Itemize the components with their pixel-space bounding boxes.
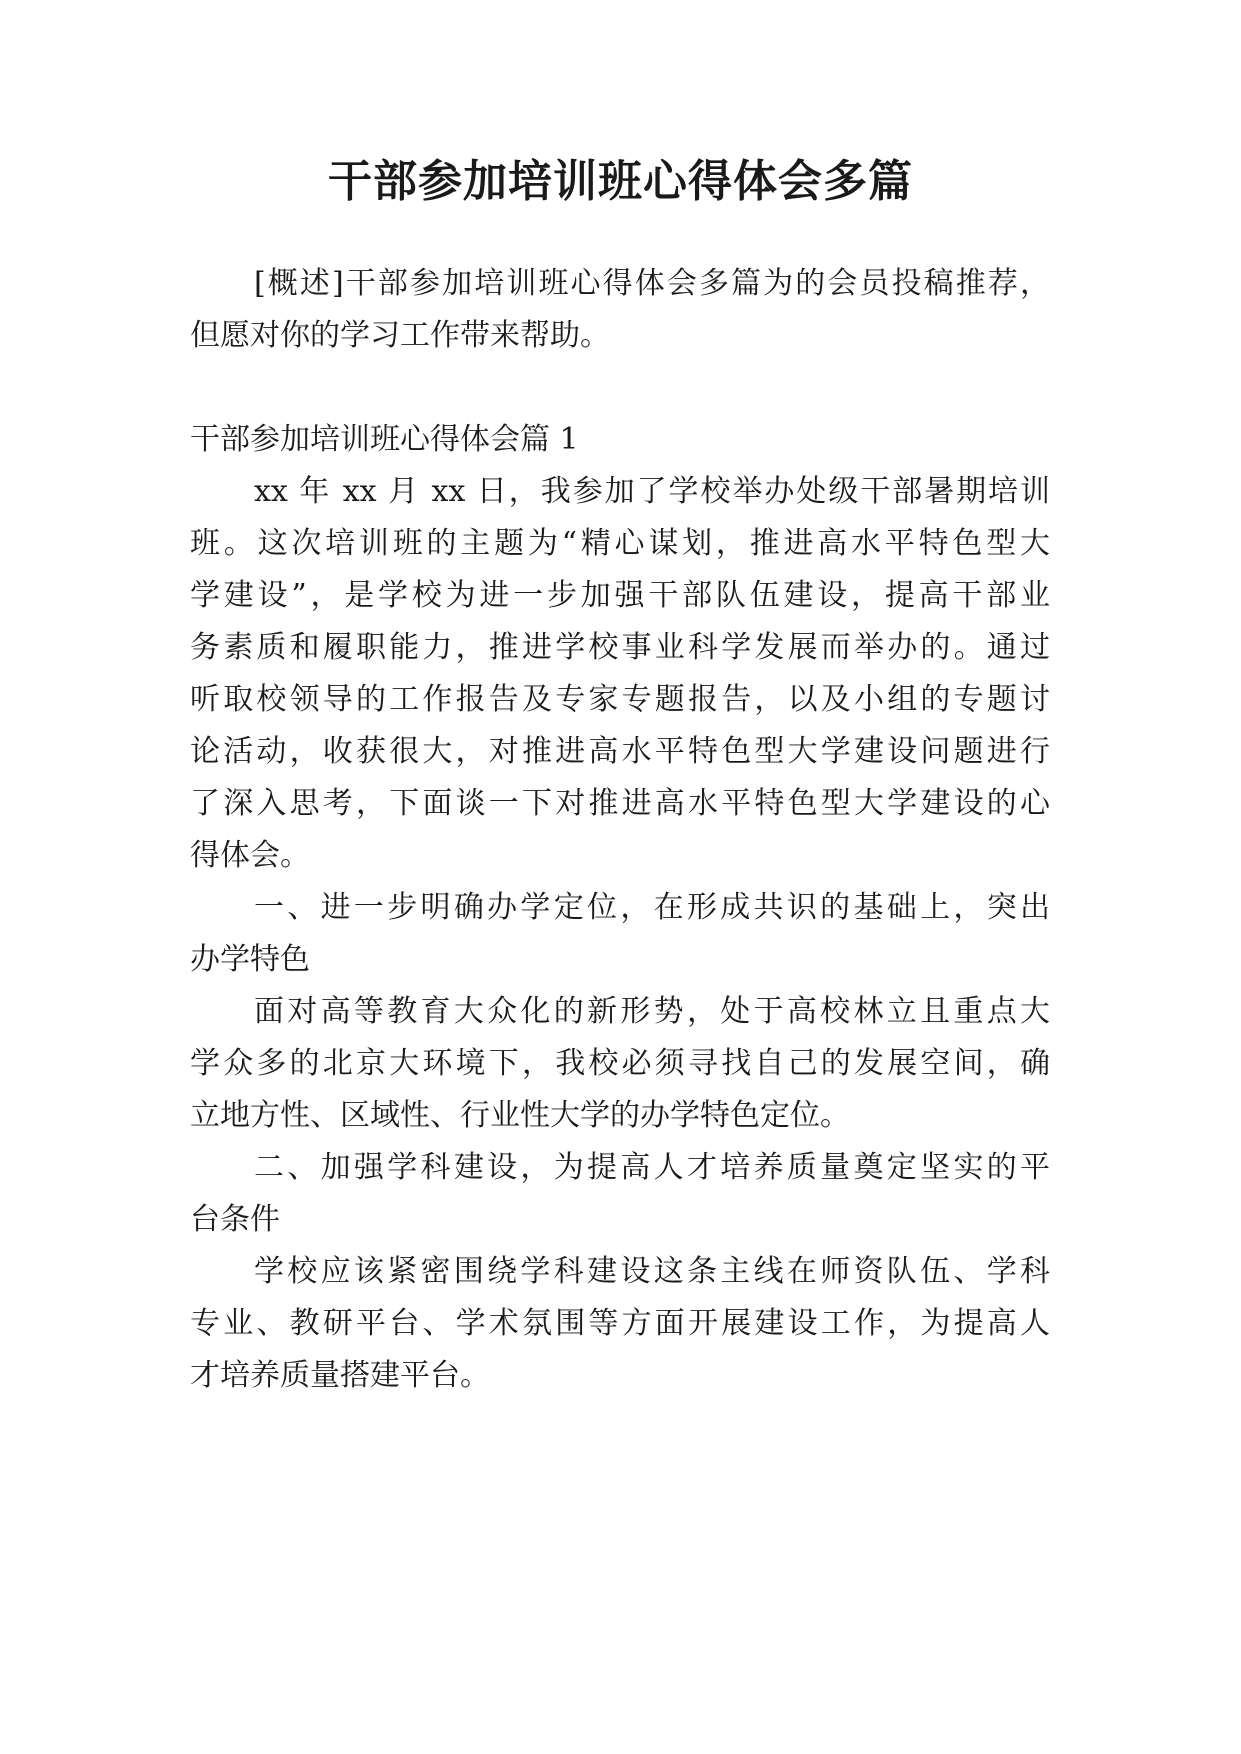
point-heading-line: 一、进一步明确办学定位，在形成共识的基础上，突出 xyxy=(254,890,1050,925)
paragraph-line: 论活动，收获很大，对推进高水平特色型大学建设问题进行 xyxy=(190,734,1050,769)
point-heading-line: 台条件 xyxy=(190,1202,280,1237)
paragraph-line: 务素质和履职能力，推进学校事业科学发展而举办的。通过 xyxy=(190,630,1050,665)
paragraph-line: 面对高等教育大众化的新形势，处于高校林立且重点大 xyxy=(254,994,1050,1029)
paragraph-line: 得体会。 xyxy=(190,838,310,873)
paragraph-line: 了深入思考，下面谈一下对推进高水平特色型大学建设的心 xyxy=(190,786,1050,821)
paragraph-line: 立地方性、区域性、行业性大学的办学特色定位。 xyxy=(190,1098,850,1133)
paragraph-line: 专业、教研平台、学术氛围等方面开展建设工作，为提高人 xyxy=(190,1306,1050,1341)
summary-line: [概述]干部参加培训班心得体会多篇为的会员投稿推荐， xyxy=(254,266,1050,301)
paragraph-line: 才培养质量搭建平台。 xyxy=(190,1358,490,1393)
paragraph-line: 学众多的北京大环境下，我校必须寻找自己的发展空间，确 xyxy=(190,1046,1050,1081)
section-heading: 干部参加培训班心得体会篇 1 xyxy=(190,422,579,457)
point-heading-line: 二、加强学科建设，为提高人才培养质量奠定坚实的平 xyxy=(254,1150,1050,1185)
paragraph-line: xx 年 xx 月 xx 日，我参加了学校举办处级干部暑期培训 xyxy=(254,474,1050,509)
paragraph-line: 学校应该紧密围绕学科建设这条主线在师资队伍、学科 xyxy=(254,1254,1050,1289)
document-title: 干部参加培训班心得体会多篇 xyxy=(328,156,913,207)
paragraph-line: 听取校领导的工作报告及专家专题报告，以及小组的专题讨 xyxy=(190,682,1050,717)
summary-line: 但愿对你的学习工作带来帮助。 xyxy=(190,318,610,353)
paragraph-line: 班。这次培训班的主题为“精心谋划，推进高水平特色型大 xyxy=(190,526,1050,561)
point-heading-line: 办学特色 xyxy=(190,942,310,977)
paragraph-line: 学建设”，是学校为进一步加强干部队伍建设，提高干部业 xyxy=(190,578,1050,613)
